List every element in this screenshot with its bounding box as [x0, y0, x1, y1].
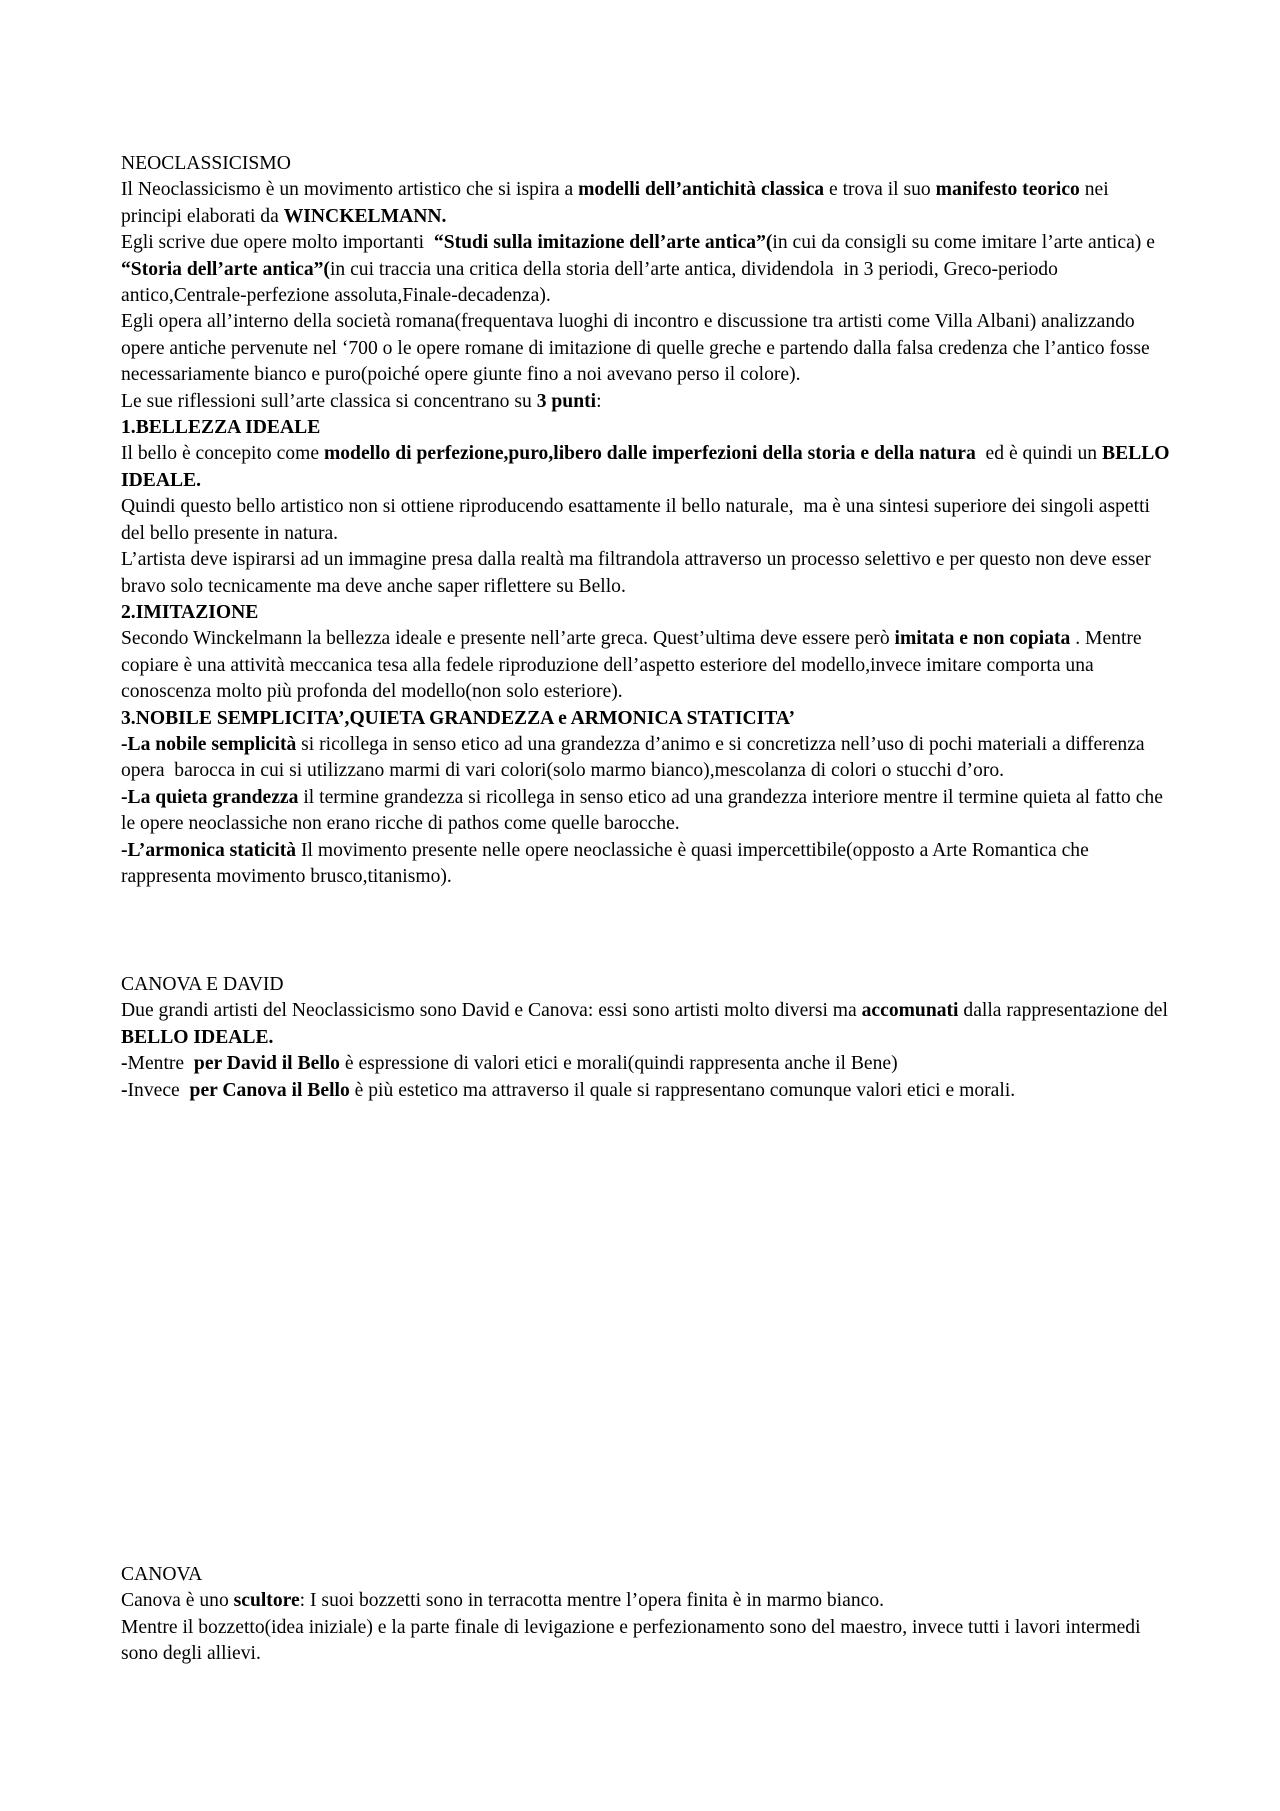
bold-text: per David il Bello — [193, 1053, 340, 1075]
text-run: Due grandi artisti del Neoclassicismo sono David e Canova: essi sono artisti molto diversi ma — [121, 1000, 862, 1022]
bold-text: -L’ — [121, 839, 146, 861]
paragraph — [121, 1051, 1171, 1077]
text-run: Egli opera all’interno della società romana(frequentava luoghi di incontro e discussione tra artisti come Villa Albani) analizzando opere antiche pervenute nel ‘700 o le opere romane di imitazione di quelle greche e partendo dalla falsa credenza che l’antico fosse necessariamente bianco e puro(poiché opere giunte fino a noi avevano perso il colore). — [121, 311, 1155, 386]
text-run: ed è quindi un — [975, 443, 1102, 465]
section-neoclassicismo — [121, 151, 1175, 890]
paragraph — [121, 441, 1175, 494]
paragraph — [121, 1588, 1171, 1614]
bold-text: “Storia dell’arte antica”( — [121, 258, 330, 280]
paragraph — [121, 547, 1171, 600]
bold-text: BELLO IDEALE. — [121, 1026, 274, 1048]
bold-text: armonica staticità — [145, 839, 297, 861]
paragraph — [121, 838, 1171, 891]
text-run: Egli scrive due opere molto importanti — [121, 232, 434, 254]
text-run: dalla rappresentazione del — [958, 1000, 1173, 1022]
text-run: . Mentre copiare è una attività meccanica tesa alla fedele riproduzione dell’aspetto esteriore del modello,invece imitare comporta una conoscenza molto più profonda del modello(non solo esteriore). — [121, 628, 1147, 703]
paragraph — [121, 389, 1171, 415]
paragraph — [121, 785, 1171, 838]
bold-text: - — [121, 1053, 128, 1075]
section-heading — [121, 151, 1171, 177]
text-run: Il Neoclassicismo è un movimento artistico che si ispira a — [121, 179, 579, 201]
paragraph — [121, 1615, 1171, 1668]
bold-text: 2.IMITAZIONE — [121, 601, 259, 623]
paragraph — [121, 177, 1171, 230]
paragraph — [121, 600, 1171, 626]
bold-text: 3 punti — [536, 390, 597, 412]
text-run: il termine grandezza si ricollega in senso etico ad una grandezza interiore mentre il termine quieta al fatto che le opere neoclassiche non erano ricche di pathos come quelle barocche. — [121, 786, 1168, 835]
text-run: è espressione di valori etici e morali(quindi rappresenta anche il Bene) — [339, 1053, 898, 1075]
paragraph — [121, 732, 1171, 785]
paragraph — [121, 309, 1171, 388]
bold-text: modelli dell’antichità classica — [578, 179, 825, 201]
bold-text: quieta grandezza — [155, 786, 299, 808]
section-heading — [121, 972, 1171, 998]
text-run: Canova è uno — [121, 1590, 234, 1612]
text-run: CANOVA — [121, 1564, 203, 1585]
section-canova-e-david — [121, 972, 1171, 1104]
paragraph — [121, 415, 1171, 441]
text-run: in cui da consigli su come imitare l’arte antica) e — [772, 232, 1165, 254]
bold-text: 3.NOBILE SEMPLICITA’,QUIETA GRANDEZZA e ARMONICA STATICITA’ — [121, 707, 796, 729]
text-run: nei principi elaborati da — [121, 179, 1114, 227]
text-run: : I suoi bozzetti sono in terracotta mentre l’opera finita è in marmo bianco. — [299, 1590, 885, 1612]
paragraph — [121, 230, 1171, 309]
bold-text: -La — [121, 733, 156, 755]
bold-text: accomunati — [861, 1000, 959, 1022]
paragraph — [121, 1078, 1171, 1104]
text-run: Le sue riflessioni sull’arte classica si concentrano su — [121, 390, 537, 412]
bold-text: manifesto teorico — [935, 179, 1080, 201]
text-run: Mentre il bozzetto(idea iniziale) e la parte finale di levigazione e perfezionamento sono del maestro, invece tutti i lavori intermedi sono degli allievi. — [121, 1616, 1146, 1665]
text-run: Il movimento presente nelle opere neoclassiche è quasi impercettibile(opposto a Arte Romantica che rappresenta movimento brusco,titanismo). — [121, 839, 1094, 887]
bold-text: - — [121, 1079, 128, 1101]
text-run: NEOCLASSICISMO — [121, 153, 291, 174]
text-run: Quindi questo bello artistico non si ottiene riproducendo esattamente il bello naturale, ma è una sintesi superiore dei singoli aspetti del bello presente in natura. — [121, 496, 1155, 544]
bold-text: scultore — [233, 1590, 300, 1612]
text-run: è più estetico ma attraverso il quale si rappresentano comunque valori etici e morali. — [349, 1079, 1016, 1101]
text-run: Secondo Winckelmann la bellezza ideale e presente nell’arte greca. Quest’ultima deve essere però — [121, 628, 895, 650]
bold-text: 1.BELLEZZA IDEALE — [121, 417, 321, 439]
bold-text: “Studi sulla imitazione dell’arte antica”( — [433, 232, 773, 254]
text-run: Mentre — [127, 1053, 194, 1075]
bold-text: modello di perfezione,puro,libero dalle imperfezioni della storia e della natura — [323, 443, 976, 465]
bold-text: imitata e non copiata — [894, 628, 1071, 650]
paragraph — [121, 998, 1171, 1051]
text-run: L’artista deve ispirarsi ad un immagine presa dalla realtà ma filtrandola attraverso un processo selettivo e per questo non deve esser bravo solo tecnicamente ma deve anche saper riflettere su Bello. — [121, 549, 1156, 597]
bold-text: BELLO IDEALE. — [121, 443, 1175, 491]
section-canova — [121, 1562, 1171, 1668]
paragraph — [121, 626, 1171, 705]
section-heading — [121, 1562, 1171, 1588]
text-run: Invece — [127, 1079, 190, 1101]
text-run: CANOVA E DAVID — [121, 974, 284, 995]
bold-text: -La — [121, 786, 156, 808]
text-run: si ricollega in senso etico ad una grandezza d’animo e si concretizza nell’uso di pochi materiali a differenza opera barocca in cui si utilizzano marmi di vari colori(solo marmo bianco),mescolanza di colori o stucchi d’oro. — [121, 733, 1150, 782]
paragraph — [121, 494, 1171, 547]
text-run: Il bello è concepito come — [121, 443, 324, 465]
bold-text: WINCKELMANN. — [283, 205, 447, 227]
text-run: e trova il suo — [824, 179, 936, 201]
bold-text: nobile semplicità — [155, 733, 297, 755]
bold-text: per Canova il Bello — [189, 1079, 350, 1101]
text-run: : — [596, 390, 602, 412]
paragraph — [121, 706, 1171, 732]
text-run: in cui traccia una critica della storia dell’arte antica, dividendola in 3 periodi, Greco-periodo antico,Centrale-perfezione assoluta,Finale-decadenza). — [121, 258, 1063, 307]
